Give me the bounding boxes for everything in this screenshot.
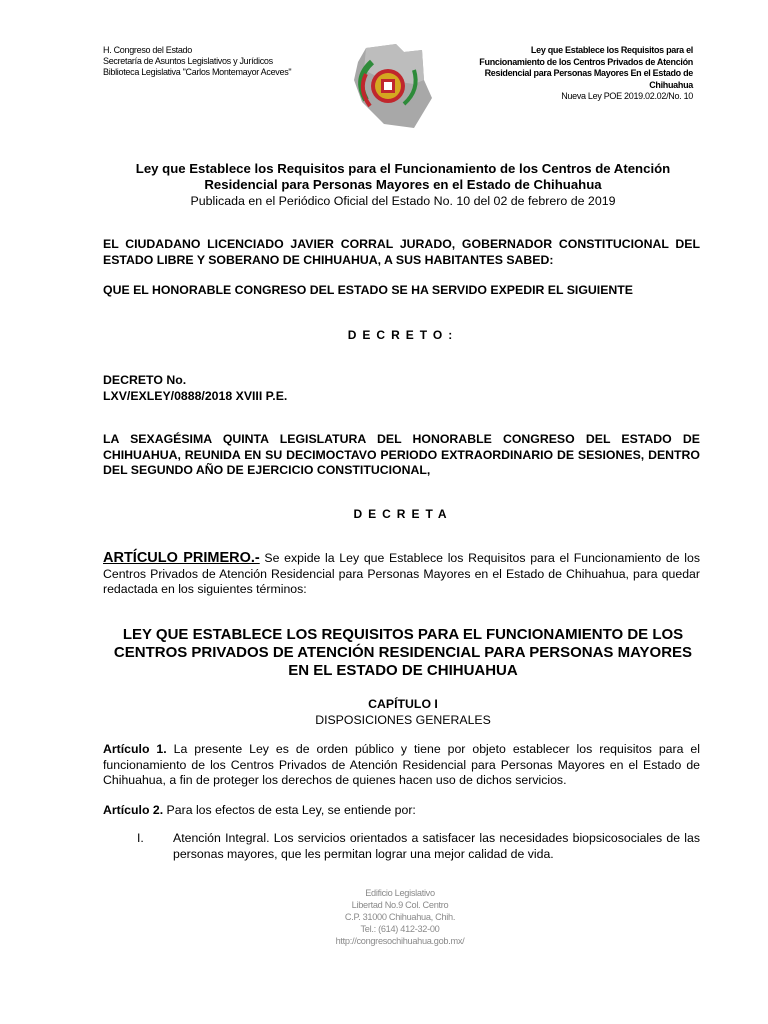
decreto-number bbox=[103, 373, 700, 404]
decreto-heading: DECRETO: bbox=[347, 328, 459, 342]
articulo-1-paragraph bbox=[103, 742, 700, 789]
definition-item-text: Atención Integral. Los servicios orientados a satisfacer las necesidades biopsicosociales de las personas mayores, que les permitan lograr una mejor calidad de vida. bbox=[173, 831, 700, 861]
articulo-2-text: Para los efectos de esta Ley, se entiende por: bbox=[163, 803, 416, 817]
chapter-heading bbox=[103, 697, 703, 728]
header-right bbox=[453, 45, 693, 103]
law-title-line: EN EL ESTADO DE CHIHUAHUA bbox=[288, 662, 518, 679]
decreto-number-value: LXV/EXLEY/0888/2018 XVIII P.E. bbox=[103, 388, 288, 403]
articulo-primero-label: ARTÍCULO PRIMERO.- bbox=[103, 550, 260, 566]
chapter-name: DISPOSICIONES GENERALES bbox=[315, 712, 491, 727]
footer-line: C.P. 31000 Chihuahua, Chih. bbox=[344, 912, 456, 922]
definition-item-number: I. bbox=[137, 831, 144, 845]
articulo-primero-text: Se expide la Ley que Establece los Requisitos para el Funcionamiento de los Centros Privados de Atención Residencial para Personas Mayores en el Estado de Chihuahua, para quedar redactada en los siguientes términos: bbox=[103, 551, 700, 596]
articulo-primero-paragraph bbox=[103, 551, 700, 598]
title-line: Ley que Establece los Requisitos para el Funcionamiento de los Centros de Atención bbox=[135, 161, 671, 176]
header-right-ref: Nueva Ley POE 2019.02.02/No. 10 bbox=[561, 91, 693, 101]
congress-paragraph: QUE EL HONORABLE CONGRESO DEL ESTADO SE HA SERVIDO EXPEDIR EL SIGUIENTE bbox=[103, 283, 633, 297]
header-right-line: Chihuahua bbox=[649, 79, 693, 90]
decreto-number-label: DECRETO No. bbox=[103, 373, 187, 387]
articulo-1-text: La presente Ley es de orden público y tiene por objeto establecer los requisitos para el funcionamiento de los Centros Privados de Atención Residencial para Personas Mayores en el Estado de Chihuahua, a fin de proteger los derechos de quienes hacen uso de dichos servicios. bbox=[103, 742, 700, 787]
header-right-line: Funcionamiento de los Centros Privados de Atención bbox=[479, 56, 693, 67]
footer-line: Edificio Legislativo bbox=[365, 888, 435, 898]
header-right-line: Ley que Establece los Requisitos para el bbox=[530, 45, 693, 55]
law-title bbox=[103, 626, 703, 680]
header-left bbox=[103, 45, 323, 78]
header-right-line: Residencial para Personas Mayores En el Estado de bbox=[484, 68, 693, 78]
legislatura-paragraph: LA SEXAGÉSIMA QUINTA LEGISLATURA DEL HONORABLE CONGRESO DEL ESTADO DE CHIHUAHUA, REUNIDA EN SU DECIMOCTAVO PERIODO EXTRAORDINARIO DE SESIONES, DENTRO DEL SEGUNDO AÑO DE EJERCICIO CONSTITUCIONAL, bbox=[103, 432, 700, 477]
footer-line: Tel.: (614) 412-32-00 bbox=[360, 924, 440, 934]
articulo-2-paragraph bbox=[103, 803, 700, 819]
header-left-line: H. Congreso del Estado bbox=[103, 45, 192, 55]
document-title bbox=[103, 161, 703, 193]
footer-address bbox=[250, 887, 550, 947]
articulo-2-label: Artículo 2. bbox=[103, 803, 164, 817]
governor-paragraph: EL CIUDADANO LICENCIADO JAVIER CORRAL JURADO, GOBERNADOR CONSTITUCIONAL DEL ESTADO LIBRE Y SOBERANO DE CHIHUAHUA, A SUS HABITANTES SABED: bbox=[103, 237, 700, 267]
articulo-1-label: Artículo 1. bbox=[103, 742, 167, 756]
header-left-line: Secretaría de Asuntos Legislativos y Jurídicos bbox=[103, 56, 273, 66]
publication-note: Publicada en el Periódico Oficial del Estado No. 10 del 02 de febrero de 2019 bbox=[190, 194, 616, 208]
decreta-heading: DECRETA bbox=[353, 507, 453, 521]
header-left-line: Biblioteca Legislativa "Carlos Montemayor Aceves" bbox=[103, 67, 292, 77]
chapter-number: CAPÍTULO I bbox=[368, 697, 438, 711]
footer-line: Libertad No.9 Col. Centro bbox=[351, 900, 449, 910]
title-line: Residencial para Personas Mayores en el Estado de Chihuahua bbox=[204, 177, 602, 192]
law-title-line: CENTROS PRIVADOS DE ATENCIÓN RESIDENCIAL PARA PERSONAS MAYORES bbox=[113, 644, 693, 661]
footer-link[interactable]: http://congresochihuahua.gob.mx/ bbox=[335, 936, 465, 946]
congreso-chihuahua-logo-icon bbox=[344, 40, 434, 130]
law-title-line: LEY QUE ESTABLECE LOS REQUISITOS PARA EL FUNCIONAMIENTO DE LOS bbox=[122, 626, 684, 643]
